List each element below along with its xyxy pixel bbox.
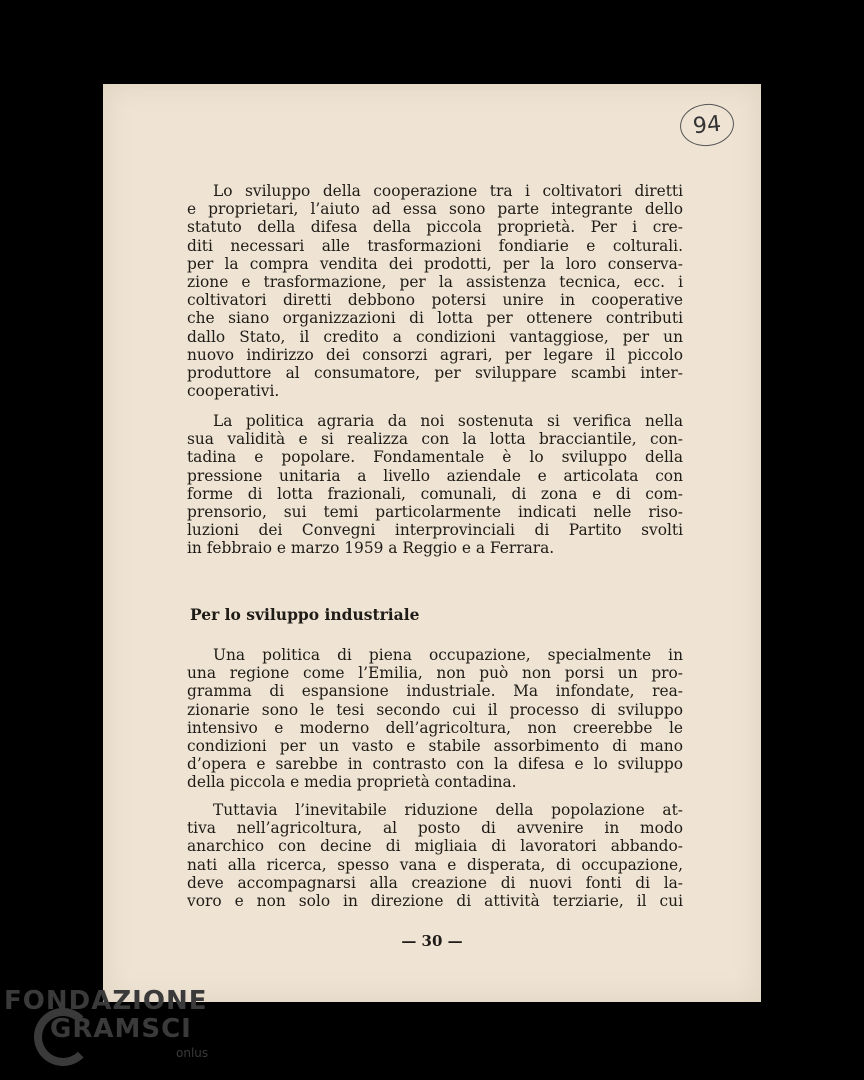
paragraph-agrarian-policy (187, 412, 683, 558)
page-number: — 30 — (401, 932, 463, 950)
text-line: e proprietari, l’aiuto ad essa sono parte integrante dello (187, 200, 683, 219)
text-line: della piccola e media proprietà contadina. (187, 773, 517, 792)
watermark-line2: GRAMSCI (50, 1014, 192, 1044)
text-line: tiva nell’agricoltura, al posto di avvenire in modo (187, 819, 683, 838)
text-line: nuovo indirizzo dei consorzi agrari, per legare il piccolo (187, 345, 683, 364)
text-line: dallo Stato, il credito a condizioni vantaggiose, per un (187, 327, 683, 346)
watermark-line1: FONDAZIONE (4, 986, 208, 1016)
text-line: una regione come l’Emilia, non può non porsi un pro- (187, 664, 683, 683)
paragraph-full-employment (187, 646, 683, 792)
text-line: in febbraio e marzo 1959 a Reggio e a Ferrara. (187, 539, 555, 558)
fondazione-gramsci-watermark (4, 986, 224, 1076)
text-line: pressione unitaria a livello aziendale e articolata con (187, 466, 683, 485)
text-line: luzioni dei Convegni interprovinciali di Partito svolti (187, 521, 683, 540)
text-line: zione e trasformazione, per la assistenza tecnica, ecc. i (187, 273, 683, 292)
text-line: sua validità e si realizza con la lotta bracciantile, con- (187, 430, 683, 449)
text-line: intensivo e moderno dell’agricoltura, non creerebbe le (187, 718, 683, 737)
text-line: tadina e popolare. Fondamentale è lo sviluppo della (187, 448, 683, 467)
text-line: d’opera e sarebbe in contrasto con la difesa e lo sviluppo (187, 755, 683, 774)
section-heading: Per lo sviluppo industriale (190, 605, 420, 624)
text-line: per la compra vendita dei prodotti, per la loro conserva- (187, 254, 683, 273)
watermark-suffix: onlus (176, 1046, 209, 1060)
text-line: zionarie sono le tesi secondo cui il processo di sviluppo (187, 700, 683, 719)
text-line: statuto della difesa della piccola proprietà. Per i cre- (187, 218, 683, 237)
text-line: La politica agraria da noi sostenuta si verifica nella (213, 412, 683, 430)
text-line: Una politica di piena occupazione, specialmente in (213, 646, 683, 664)
text-line: produttore al consumatore, per sviluppare scambi inter- (187, 364, 683, 383)
text-line: condizioni per un vasto e stabile assorbimento di mano (187, 737, 683, 756)
text-line: anarchico con decine di migliaia di lavoratori abbando- (187, 837, 683, 856)
text-line: diti necessari alle trasformazioni fondiarie e colturali. (187, 236, 683, 255)
paragraph-population-reduction (187, 801, 683, 910)
text-line: coltivatori diretti debbono potersi unire in cooperative (187, 291, 683, 310)
text-line: deve accompagnarsi alla creazione di nuovi fonti di la- (187, 873, 683, 892)
text-line: prensorio, sui temi particolarmente indicati nelle riso- (187, 503, 683, 522)
text-line: gramma di espansione industriale. Ma infondate, rea- (187, 682, 683, 701)
handwritten-page-number: 94 (678, 101, 736, 148)
paragraph-cooperation (187, 182, 683, 400)
text-line: che siano organizzazioni di lotta per ottenere contributi (187, 309, 683, 328)
text-line: cooperativi. (187, 382, 280, 401)
text-line: voro e non solo in direzione di attività terziarie, il cui (187, 892, 683, 911)
text-line: Lo sviluppo della cooperazione tra i coltivatori diretti (213, 182, 683, 200)
text-line: nati alla ricerca, spesso vana e disperata, di occupazione, (187, 855, 683, 874)
text-line: Tuttavia l’inevitabile riduzione della popolazione at- (213, 801, 683, 819)
text-line: forme di lotta frazionali, comunali, di zona e di com- (187, 484, 683, 503)
